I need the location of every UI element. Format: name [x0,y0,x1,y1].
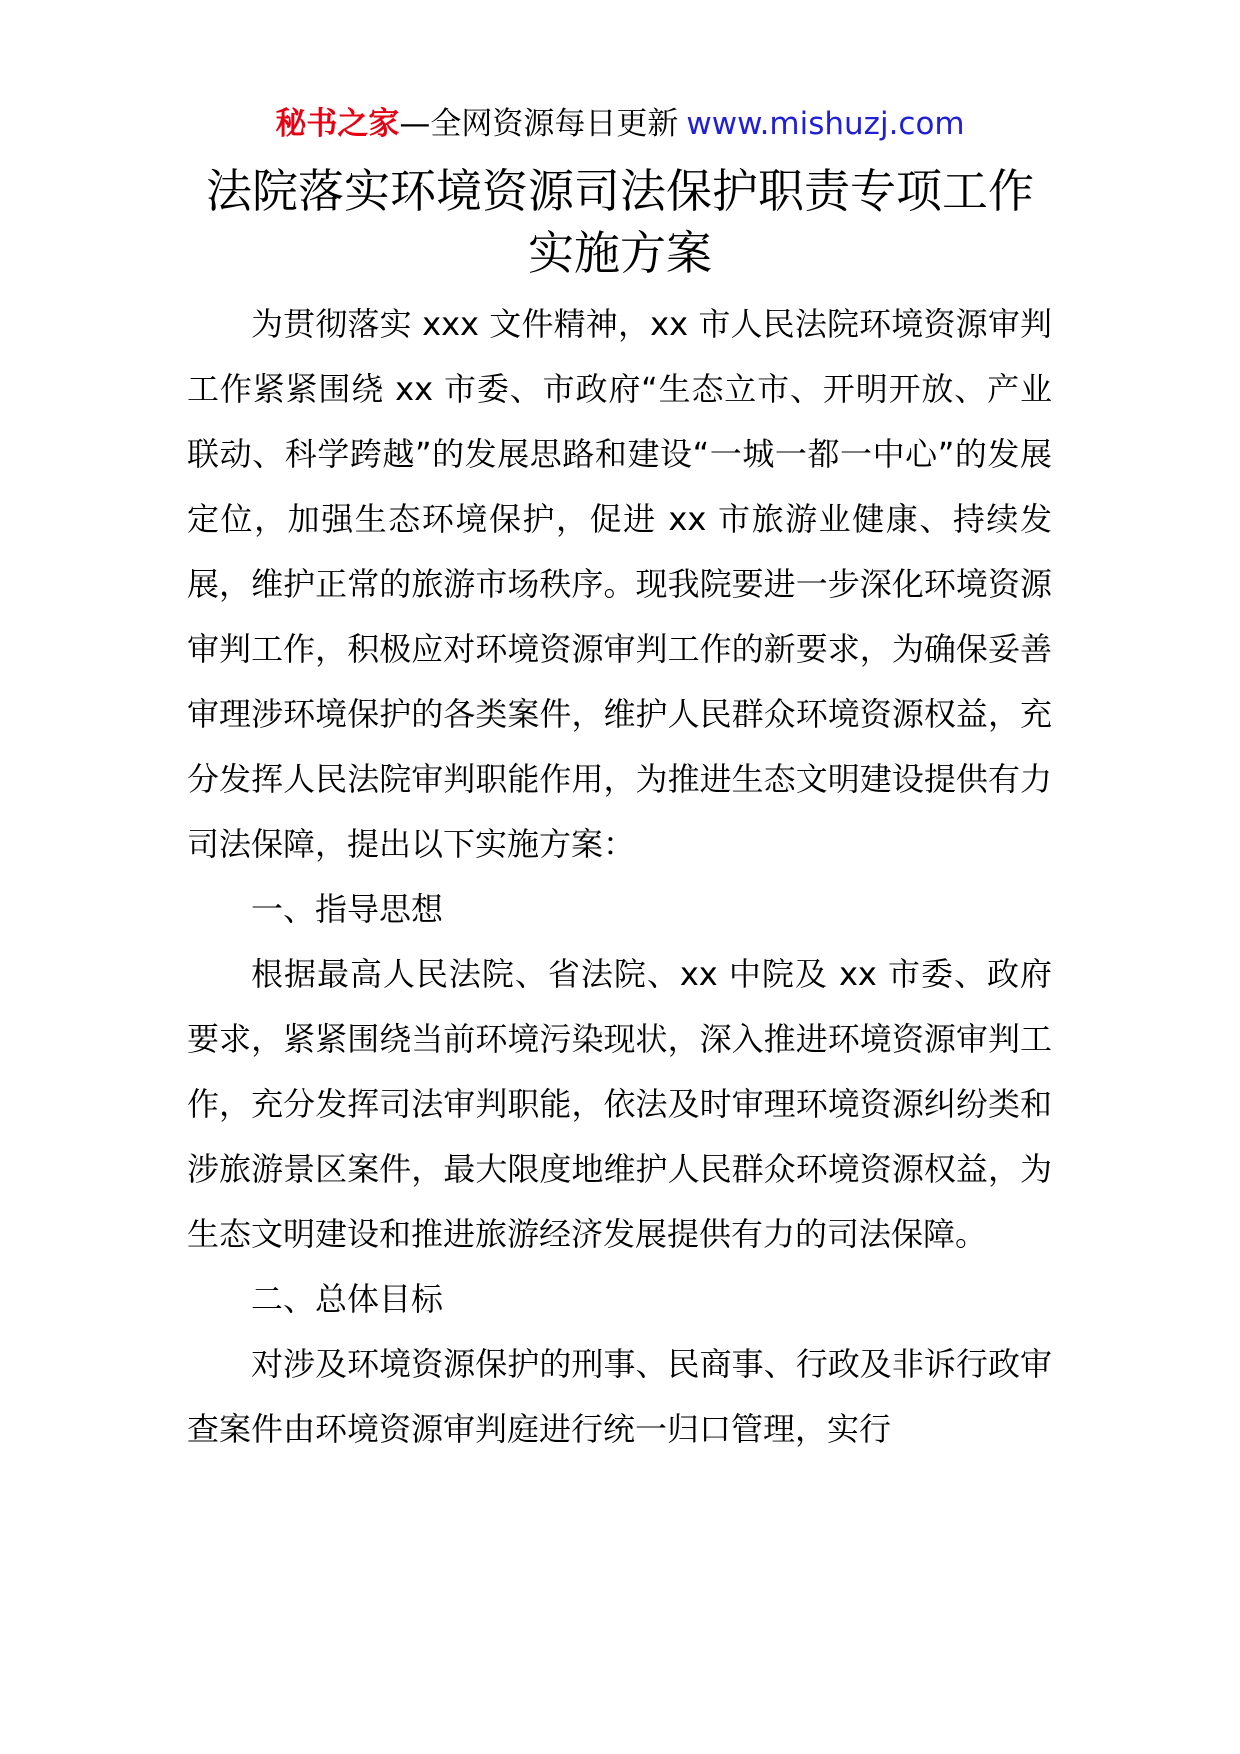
site-url-link[interactable]: www.mishuzj.com [686,106,965,142]
intro-paragraph: 为贯彻落实 xxx 文件精神，xx 市人民法院环境资源审判工作紧紧围绕 xx 市委、市政府“生态立市、开明开放、产业联动、科学跨越”的发展思路和建设“一城一都一中心”的发展定位，加强生态环境保护，促进 xx 市旅游业健康、持续发展，维护正常的旅游市场秩序。现我院要进一步深化环境资源审判工作，积极应对环境资源审判工作的新要求，为确保妥善审理涉环境保护的各类案件，维护人民群众环境资源权益，充分发挥人民法院审判职能作用，为推进生态文明建设提供有力司法保障，提出以下实施方案： [187,305,1052,863]
section-2-paragraph: 对涉及环境资源保护的刑事、民商事、行政及非诉行政审查案件由环境资源审判庭进行统一归口管理，实行 [187,1345,1052,1448]
document-title [150,160,1090,284]
brand-name: 秘书之家 [275,106,400,142]
title-line-2: 实施方案 [528,226,712,280]
section-1-heading: 一、指导思想 [251,890,444,928]
section-2-heading: 二、总体目标 [251,1280,444,1318]
section-1-paragraph: 根据最高人民法院、省法院、xx 中院及 xx 市委、政府要求，紧紧围绕当前环境污染现状，深入推进环境资源审判工作，充分发挥司法审判职能，依法及时审理环境资源纠纷类和涉旅游景区案件，最大限度地维护人民群众环境资源权益，为生态文明建设和推进旅游经济发展提供有力的司法保障。 [187,955,1052,1253]
document-body [187,292,1052,1462]
site-slogan: —全网资源每日更新 [399,106,679,142]
title-line-1: 法院落实环境资源司法保护职责专项工作 [206,164,1034,218]
site-banner [0,100,1240,148]
